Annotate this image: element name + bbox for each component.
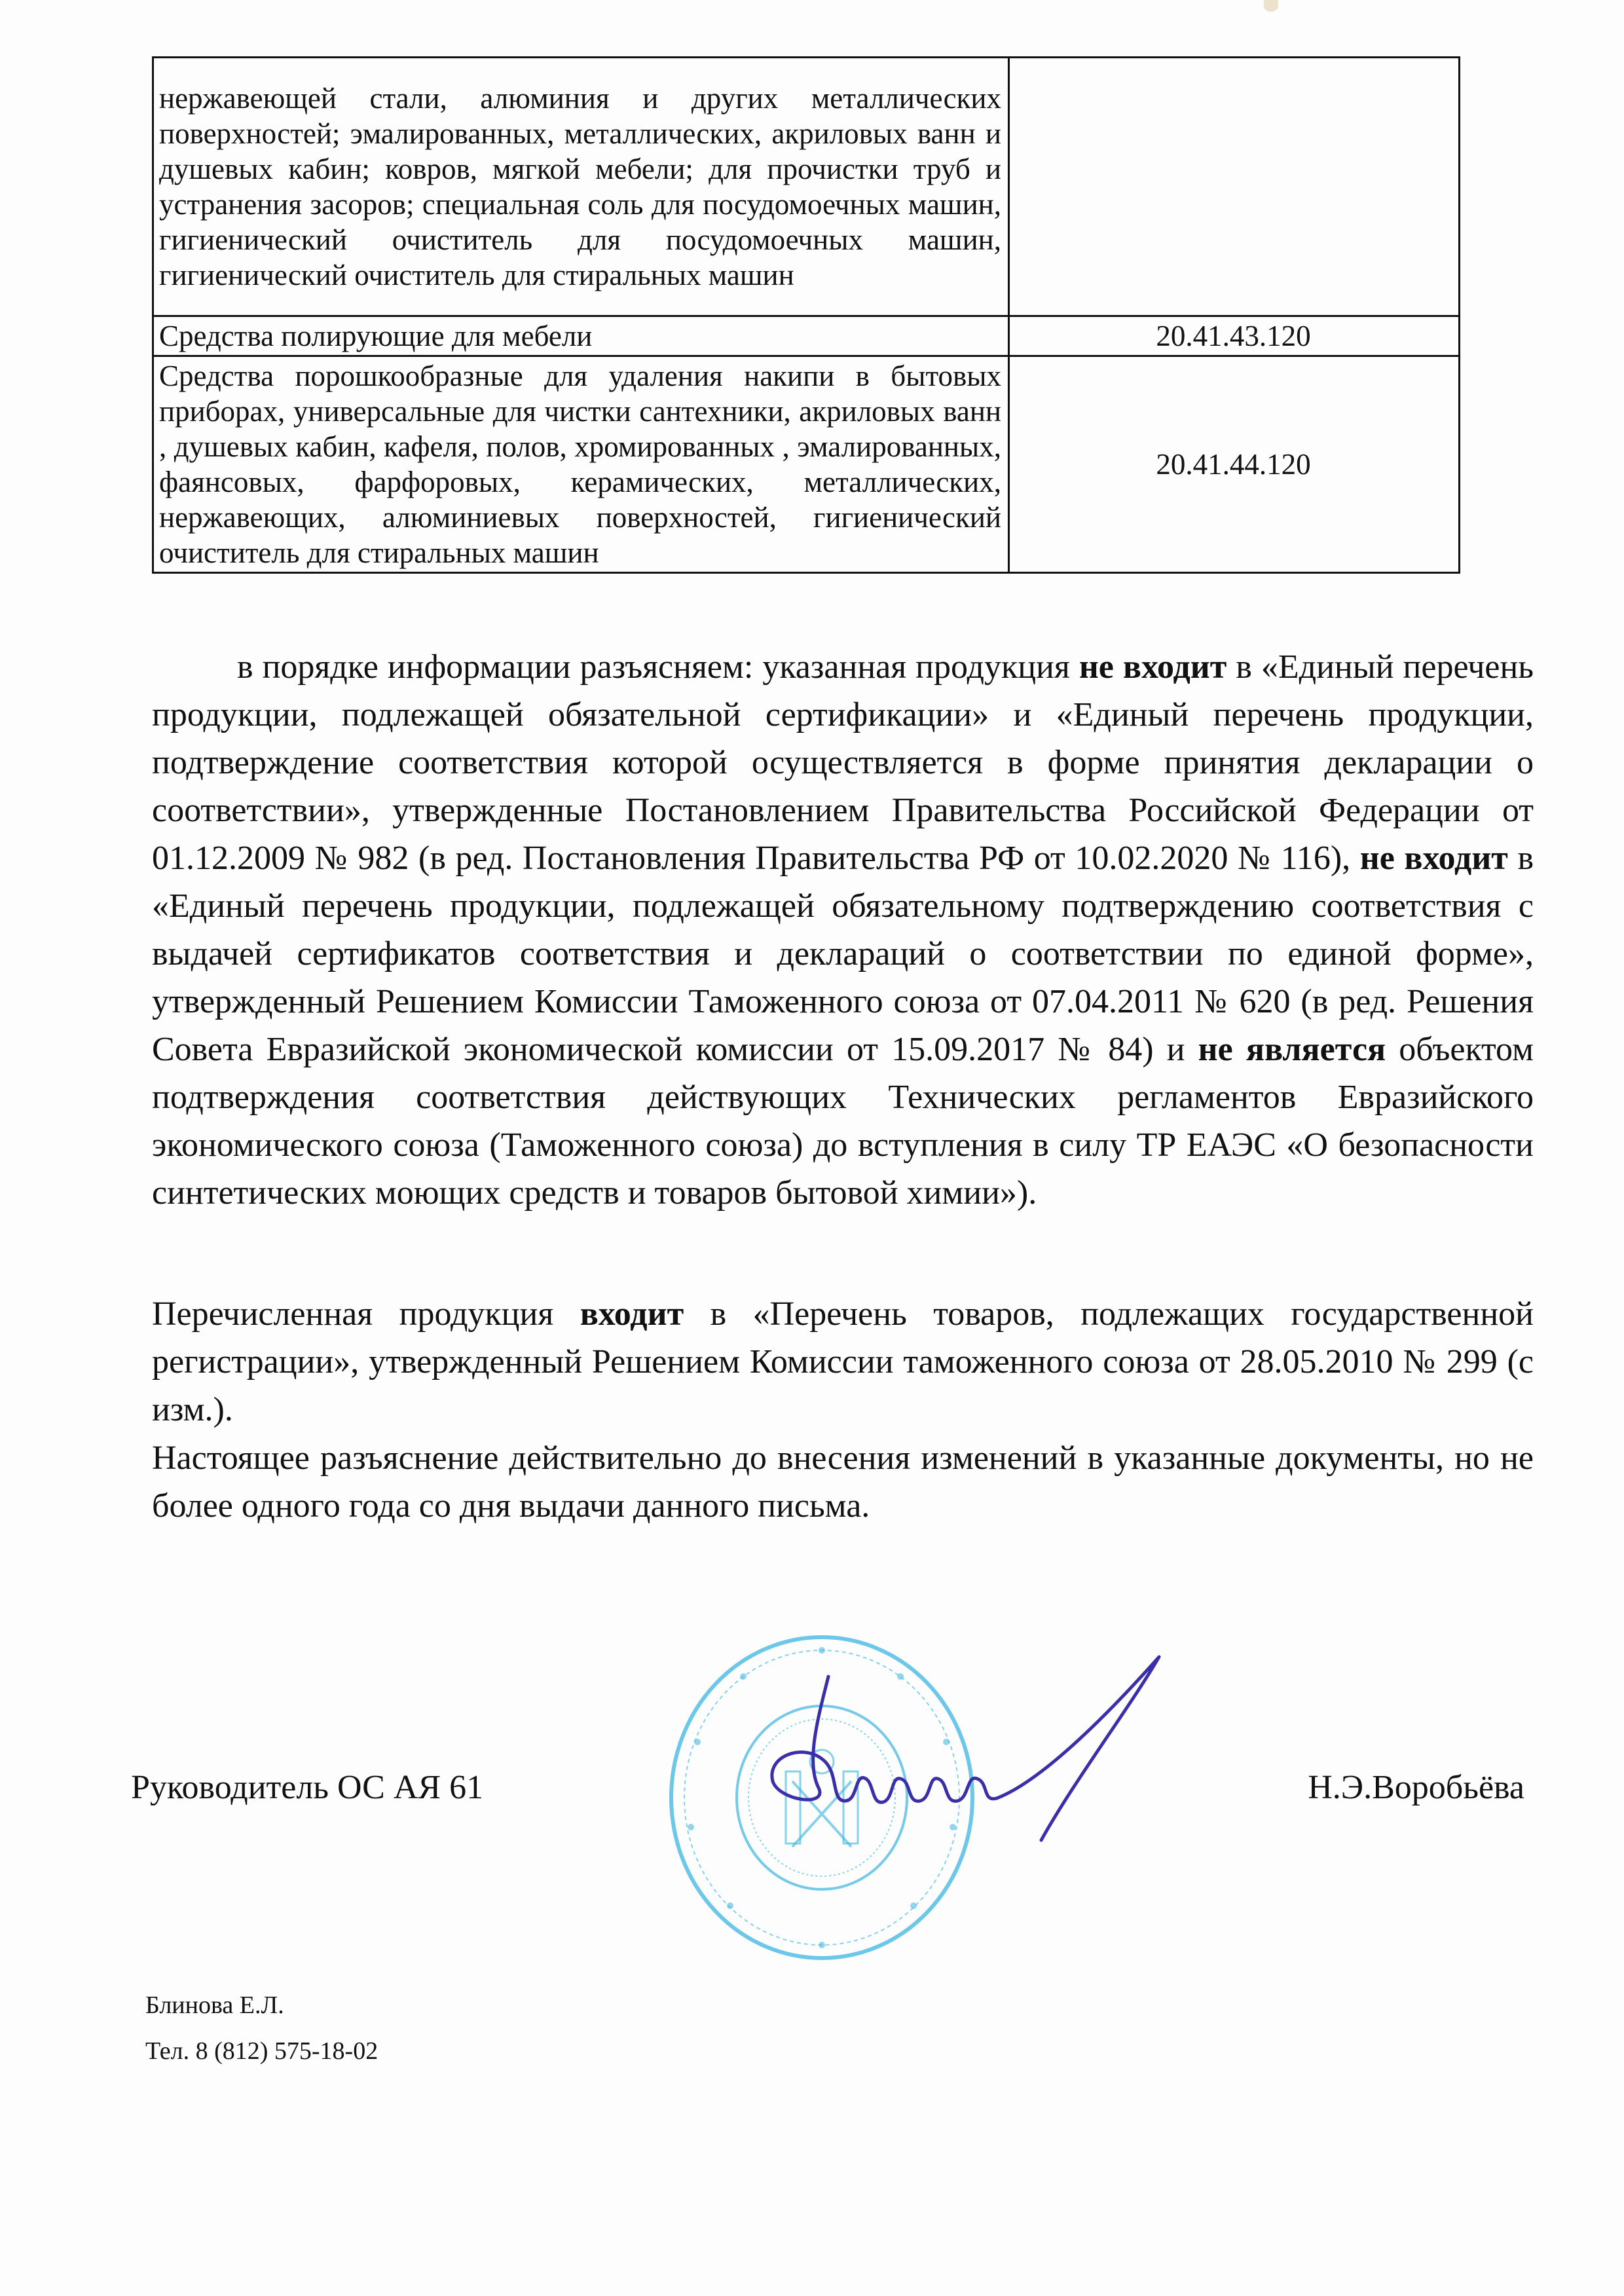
table-row — [153, 58, 1460, 316]
text-run: в «Единый перечень продукции, подлежащей обязательному подтверждению соответствия с выдачей сертификатов соответствия и деклараций о соответствии по единой форме», утвержденный Решением Комиссии Таможенного союза от 07.04.2011 № 620 (в ред. Решения Совета Евразийской экономической комиссии от 15.09.2017 № 84) и — [152, 840, 1534, 1068]
product-code: 20.41.44.120 — [1009, 356, 1460, 573]
table-row — [153, 356, 1460, 573]
product-description: Средства полирующие для мебели — [153, 316, 1009, 356]
emphasis-not-included: не входит — [1079, 648, 1227, 686]
signatory-name: Н.Э.Воробьёва — [1308, 1769, 1524, 1806]
product-code — [1009, 58, 1460, 316]
handwritten-signature-icon — [766, 1650, 1225, 1860]
text-run: объектом подтверждения соответствия действующих Технических регламентов Евразийского экономического союза (Таможенного союза) до вступления в силу ТР ЕАЭС «О безопасности синтетических моющих средств и товаров бытовой химии»). — [152, 1031, 1534, 1212]
signatory-role: Руководитель ОС АЯ 61 — [131, 1769, 484, 1806]
text-run: Перечисленная продукция — [152, 1295, 580, 1333]
table-row — [153, 316, 1460, 356]
product-description: Средства порошкообразные для удаления накипи в бытовых приборах, универсальные для чистки сантехники, акриловых ванн , душевых кабин, кафеля, полов, хромированных , эмалированных, фаянсовых, фарфоровых, керамических, металлических, нержавеющих, алюминиевых поверхностей, гигиенический очиститель для стиральных машин — [153, 356, 1009, 573]
emphasis-not-included: не входит — [1359, 840, 1508, 877]
emphasis-not-object: не является — [1198, 1031, 1386, 1068]
emphasis-included: входит — [580, 1295, 684, 1333]
product-description: нержавеющей стали, алюминия и других металлических поверхностей; эмалированных, металлических, акриловых ванн и душевых кабин; ковров, мягкой мебели; для прочистки труб и устранения засоров; специальная соль для посудомоечных машин, гигиенический очиститель для посудомоечных машин, гигиенический очиститель для стиральных машин — [153, 58, 1009, 316]
clarification-paragraph — [152, 643, 1534, 1217]
contact-person: Блинова Е.Л. — [145, 1991, 284, 2019]
paper-mark — [1264, 0, 1278, 12]
text-run: в порядке информации разъясняем: указанная продукция — [237, 648, 1079, 686]
products-table — [152, 56, 1460, 574]
product-code: 20.41.43.120 — [1009, 316, 1460, 356]
text-run: в «Перечень товаров, подлежащих государственной регистрации», утвержденный Решением Комиссии таможенного союза от 28.05.2010 № 299 (с изм.). — [152, 1295, 1534, 1428]
validity-paragraph: Настоящее разъяснение действительно до внесения изменений в указанные документы, но не более одного года со дня выдачи данного письма. — [152, 1439, 1534, 1525]
text-run: в «Единый перечень продукции, подлежащей обязательной сертификации» и «Единый перечень продукции, подтверждение соответствия которой осуществляется в форме принятия декларации о соответствии», утвержденные Постановлением Правительства Российской Федерации от 01.12.2009 № 982 (в ред. Постановления Правительства РФ от 10.02.2020 № 116), — [152, 648, 1534, 877]
contact-phone: Тел. 8 (812) 575-18-02 — [145, 2037, 378, 2065]
registration-paragraph — [152, 1290, 1534, 1434]
